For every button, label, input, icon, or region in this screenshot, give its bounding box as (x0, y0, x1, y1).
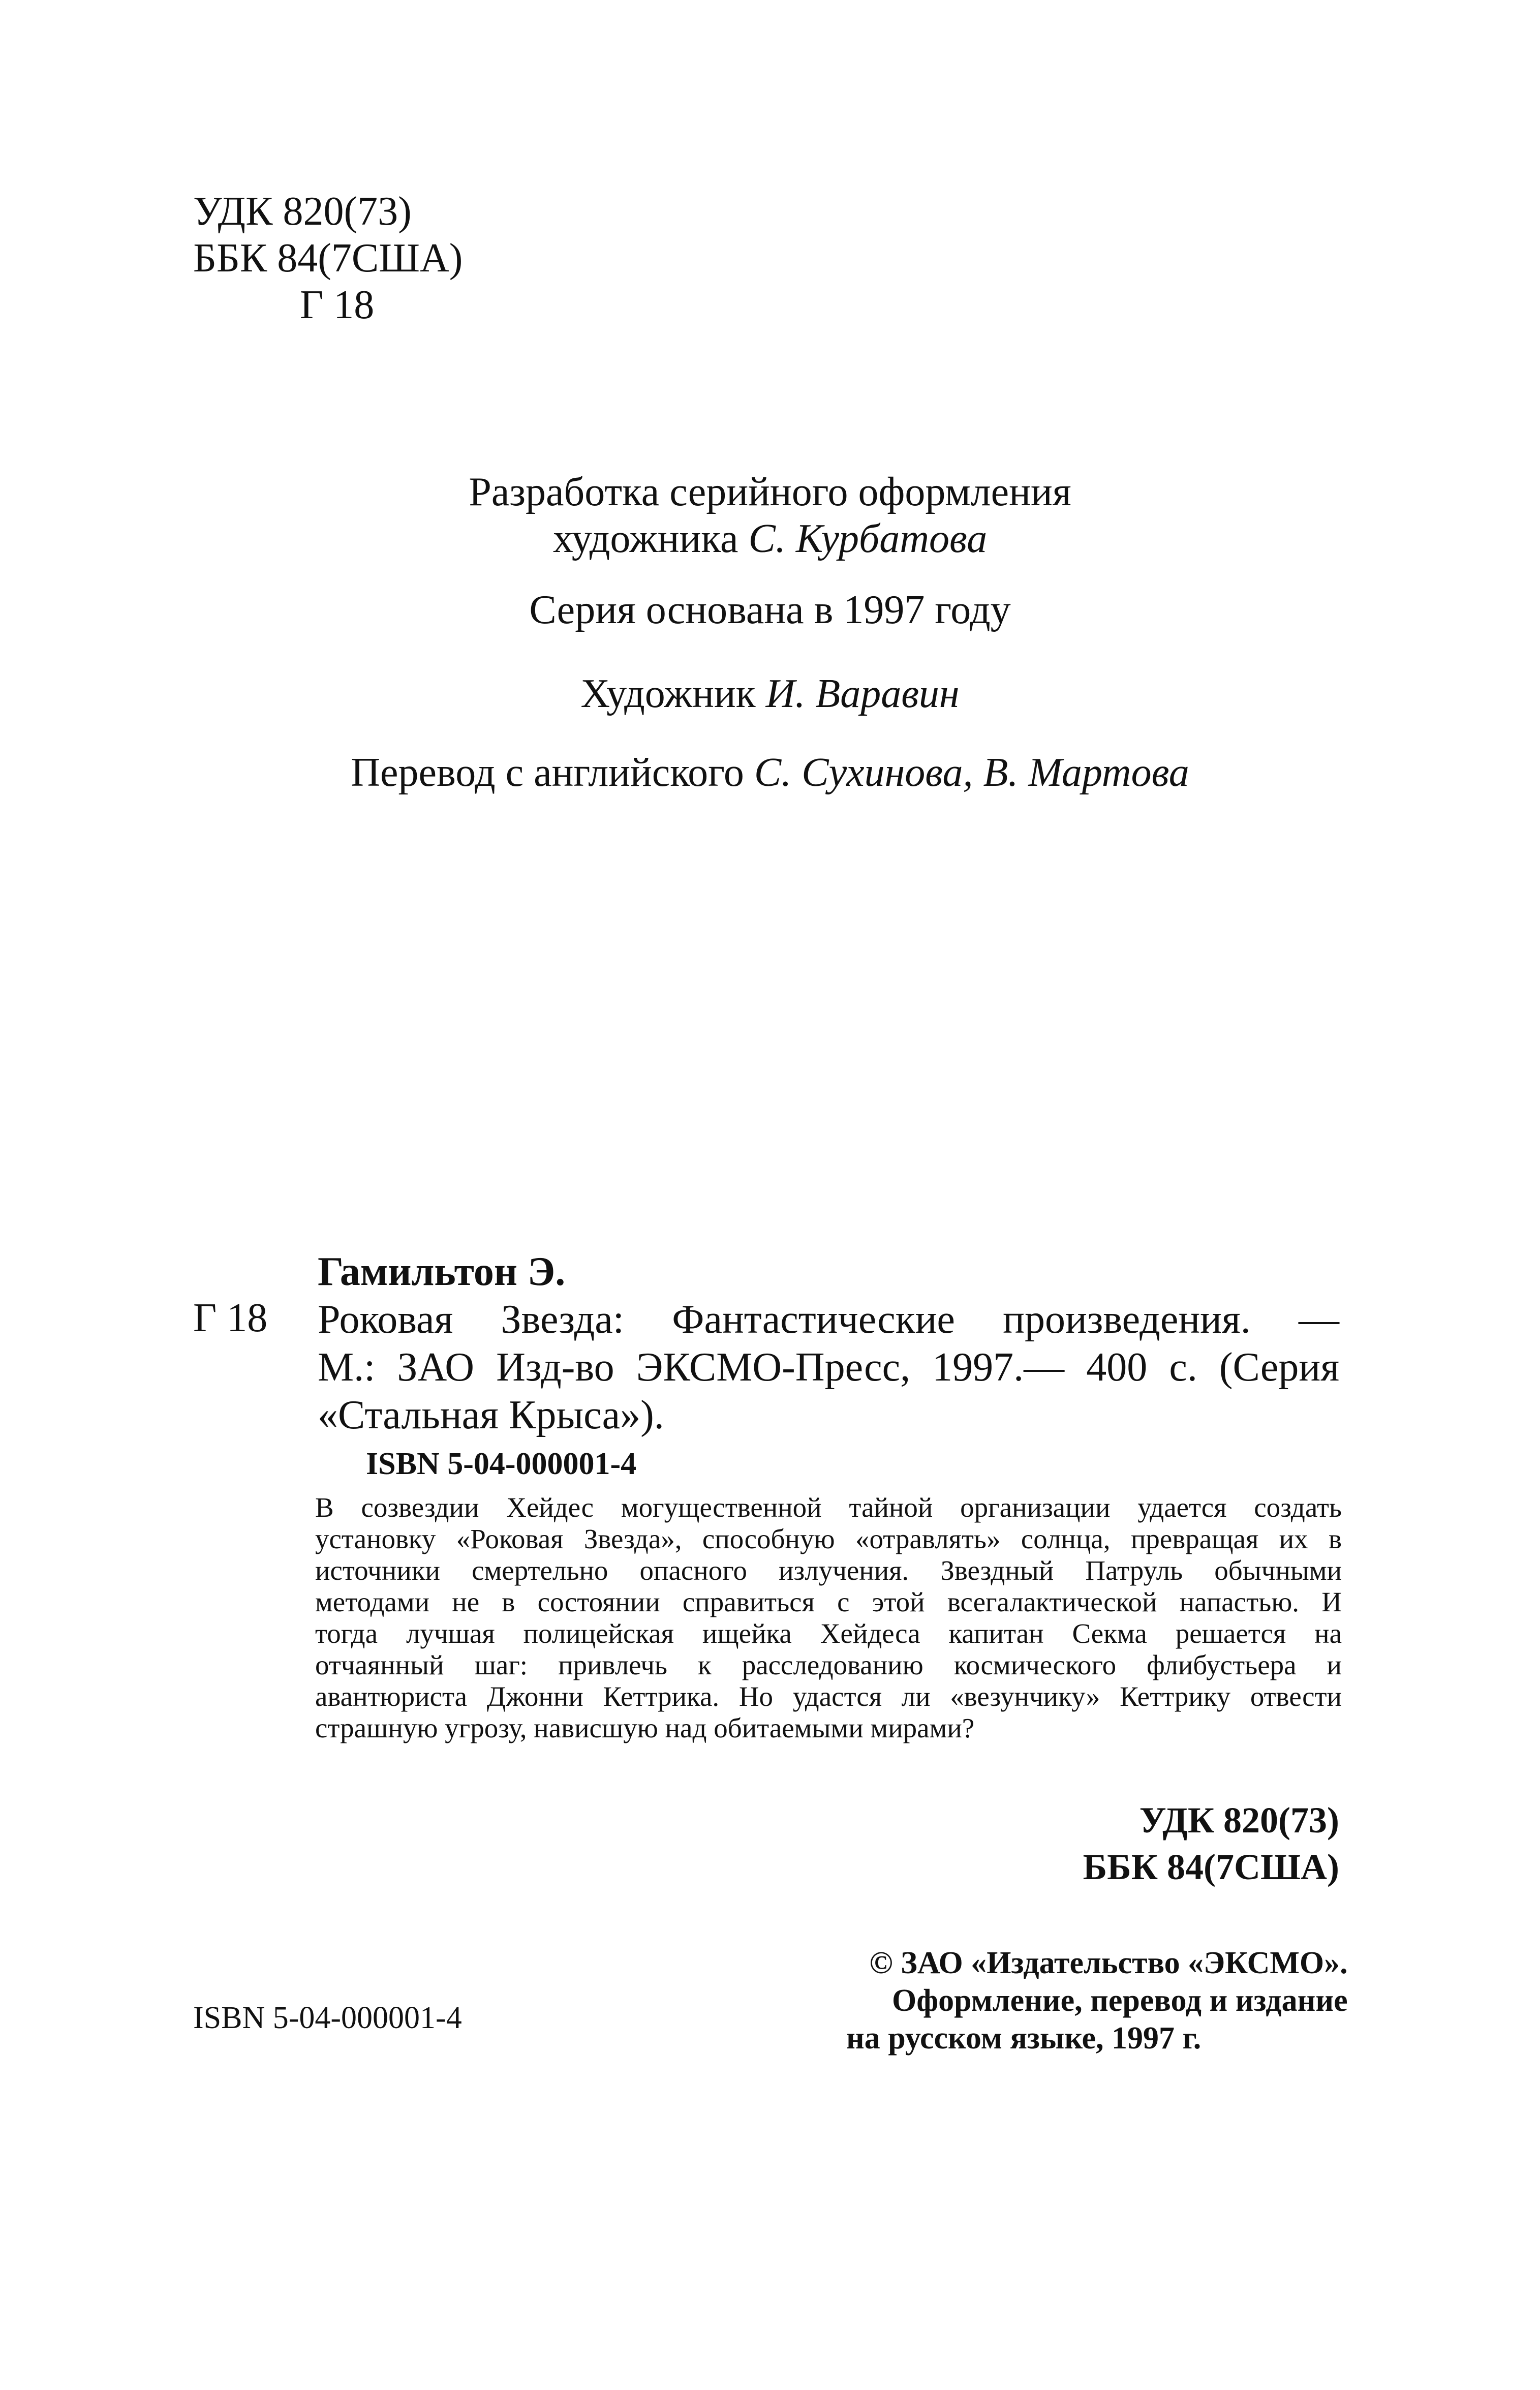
bib-line-1: Роковая Звезда: Фантастические произведения. — (318, 1297, 1339, 1342)
bib-isbn: ISBN 5-04-000001-4 (366, 1447, 637, 1481)
bibliographic-entry (318, 1248, 1339, 1439)
design-credit (0, 469, 1540, 562)
translator-names: С. Сухинова, В. Мартова (754, 750, 1189, 795)
translation-credit (0, 750, 1540, 796)
bib-author-mark: Г 18 (193, 1296, 268, 1340)
classification-codes-bottom (1083, 1797, 1339, 1890)
bib-author: Гамильтон Э. (318, 1249, 566, 1294)
annotation-line: страшную угрозу, нависшую над обитаемыми мирами? (315, 1712, 975, 1743)
udk-code: УДК 820(73) (193, 189, 412, 234)
bib-line-2: М.: ЗАО Изд-во ЭКСМО-Пресс, 1997.— 400 с. (Серия (318, 1345, 1339, 1390)
design-credit-line2 (0, 515, 1540, 562)
copyright-line-1: © ЗАО «Издательство «ЭКСМО». (869, 1946, 1348, 1980)
copyright-line-2: Оформление, перевод и издание (892, 1983, 1348, 2018)
annotation-line: отчаянный шаг: привлечь к расследованию космического флибустьера и (315, 1649, 1342, 1680)
bbk-code: ББК 84(7США) (193, 236, 463, 281)
author-mark: Г 18 (300, 283, 375, 327)
artist-prefix: Художник (580, 671, 766, 716)
translation-prefix: Перевод с английского (351, 750, 754, 795)
artist-name: И. Варавин (765, 671, 960, 716)
bib-line-3: «Стальная Крыса»). (318, 1393, 664, 1437)
copyright-notice (846, 1944, 1348, 2057)
bbk-code-bottom: ББК 84(7США) (1083, 1847, 1339, 1887)
classification-codes-top (193, 188, 463, 328)
annotation (315, 1492, 1342, 1744)
copyright-line-3: на русском языке, 1997 г. (846, 2021, 1202, 2056)
annotation-line: авантюриста Джонни Кеттрика. Но удастся ли «везунчику» Кеттрику отвести (315, 1681, 1342, 1712)
designer-name: С. Курбатова (748, 516, 988, 561)
annotation-line: В созвездии Хейдес могущественной тайной организации удается создать (315, 1492, 1342, 1523)
design-credit-line1: Разработка серийного оформления (469, 470, 1071, 514)
bottom-isbn: ISBN 5-04-000001-4 (193, 2001, 462, 2035)
annotation-line: тогда лучшая полицейская ищейка Хейдеса капитан Секма решается на (315, 1618, 1342, 1649)
design-credit-prefix: художника (552, 516, 749, 561)
annotation-line: установку «Роковая Звезда», способную «отравлять» солнца, превращая их в (315, 1523, 1342, 1554)
series-founded: Серия основана в 1997 году (529, 588, 1011, 632)
artist-credit (0, 671, 1540, 717)
udk-code-bottom: УДК 820(73) (1139, 1800, 1339, 1841)
annotation-line: источники смертельно опасного излучения. Звездный Патруль обычными (315, 1555, 1342, 1586)
annotation-line: методами не в состоянии справиться с этой всегалактической напастью. И (315, 1586, 1342, 1617)
